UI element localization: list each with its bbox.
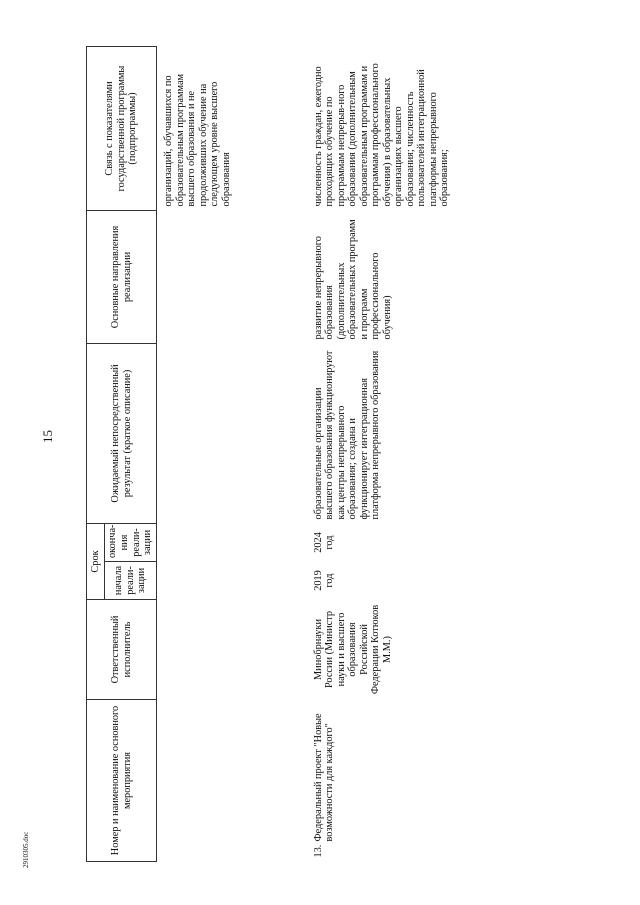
row-result: образовательные организации высшего образования функционируют как центры непрерывного образования; создана и функционирует интеграционная платформа непрерывного образования <box>312 350 382 520</box>
header-term: Срок <box>87 523 105 599</box>
table-row <box>307 46 453 861</box>
row-name: Федеральный проект "Новые возможности для каждого" <box>312 713 336 842</box>
header-name: Номер и наименование основного мероприятия <box>87 700 157 862</box>
row-end: 2024 год <box>312 532 336 553</box>
continuation-link-cell: организаций, обучавшихся по образовательным программам высшего образования и не продолживших обучение на следующем уровне высшего образования <box>163 73 232 207</box>
program-table <box>86 46 453 862</box>
table-row-continuation <box>157 46 307 861</box>
row-number: 13. <box>312 844 324 858</box>
page-number: 15 <box>40 430 55 443</box>
row-directions: развитие непрерывного образования (дополнительных образовательных программ и программ профессионального обучения) <box>312 219 393 340</box>
row-start: 2019 год <box>312 570 336 591</box>
document-code: 2910305.doc <box>22 831 30 868</box>
header-link: Связь с показателями государственной программы (подпрограммы) <box>87 46 157 210</box>
header-directions: Основные направления реализации <box>87 210 157 343</box>
header-responsible: Ответственный исполнитель <box>87 600 157 700</box>
row-link: численность граждан, ежегодно проходящих обучение по программам непрерыв-ного образования (дополнительным образовательным программам и программам профессионального обучения) в образовательных организациях высшего образования; численность пользователей интеграционной платформы непрерывного образования; <box>312 63 451 207</box>
rotated-table-area <box>86 47 556 862</box>
header-end: оконча-ния реали-зации <box>105 523 157 561</box>
header-result: Ожидаемый непосредственный результат (краткое описание) <box>87 343 157 523</box>
header-start: начала реали-зации <box>105 562 157 600</box>
row-responsible: Минобрнауки России (Министр науки и высшего образования Российской Федерации Котюков М.М.) <box>312 604 393 695</box>
row-name-cell <box>307 700 453 862</box>
